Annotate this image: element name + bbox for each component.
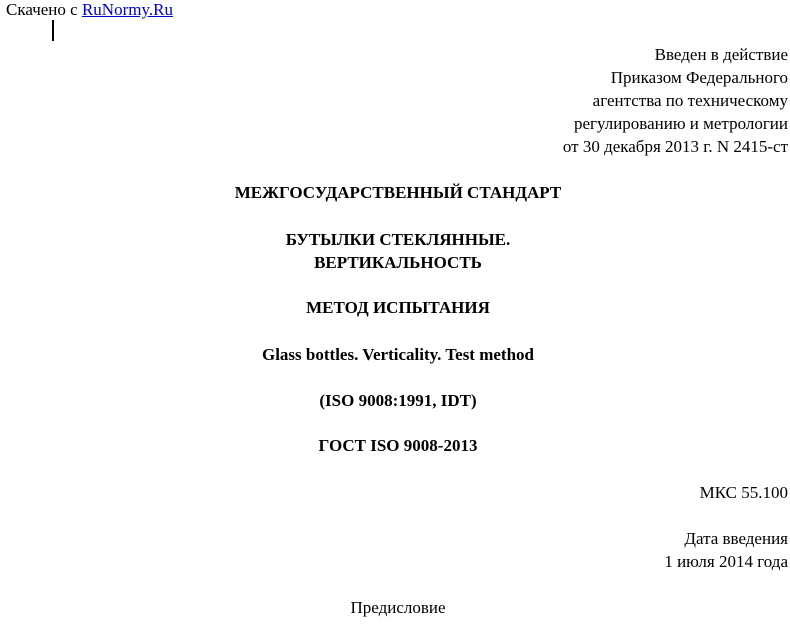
effective-date-block bbox=[664, 527, 788, 573]
english-title: Glass bottles. Verticality. Test method bbox=[261, 345, 534, 364]
preface-heading: Предисловие bbox=[350, 598, 446, 617]
text-cursor bbox=[52, 20, 54, 41]
downloaded-from-label: Скачено с bbox=[6, 0, 82, 19]
runormy-link[interactable]: RuNormy.Ru bbox=[81, 0, 173, 19]
iso-reference: (ISO 9008:1991, IDT) bbox=[319, 391, 477, 410]
enactment-block bbox=[368, 43, 788, 158]
mks-code: МКС 55.100 bbox=[699, 483, 788, 502]
effective-date-value: 1 июля 2014 года bbox=[664, 552, 788, 571]
enactment-line-4: регулированию и метрологии bbox=[573, 114, 788, 133]
enactment-line-3: агентства по техническому bbox=[592, 91, 788, 110]
effective-date-label: Дата введения bbox=[684, 529, 788, 548]
enactment-line-2: Приказом Федерального bbox=[610, 68, 788, 87]
method-title: МЕТОД ИСПЫТАНИЯ bbox=[306, 298, 490, 317]
source-line bbox=[6, 0, 173, 21]
enactment-line-1: Введен в действие bbox=[654, 45, 788, 64]
standard-heading: МЕЖГОСУДАРСТВЕННЫЙ СТАНДАРТ bbox=[234, 183, 562, 202]
enactment-line-5: от 30 декабря 2013 г. N 2415-ст bbox=[562, 137, 788, 156]
product-title-line-1: БУТЫЛКИ СТЕКЛЯННЫЕ. bbox=[285, 230, 511, 249]
product-title-line-2: ВЕРТИКАЛЬНОСТЬ bbox=[314, 253, 482, 272]
gost-number: ГОСТ ISO 9008-2013 bbox=[318, 436, 478, 455]
